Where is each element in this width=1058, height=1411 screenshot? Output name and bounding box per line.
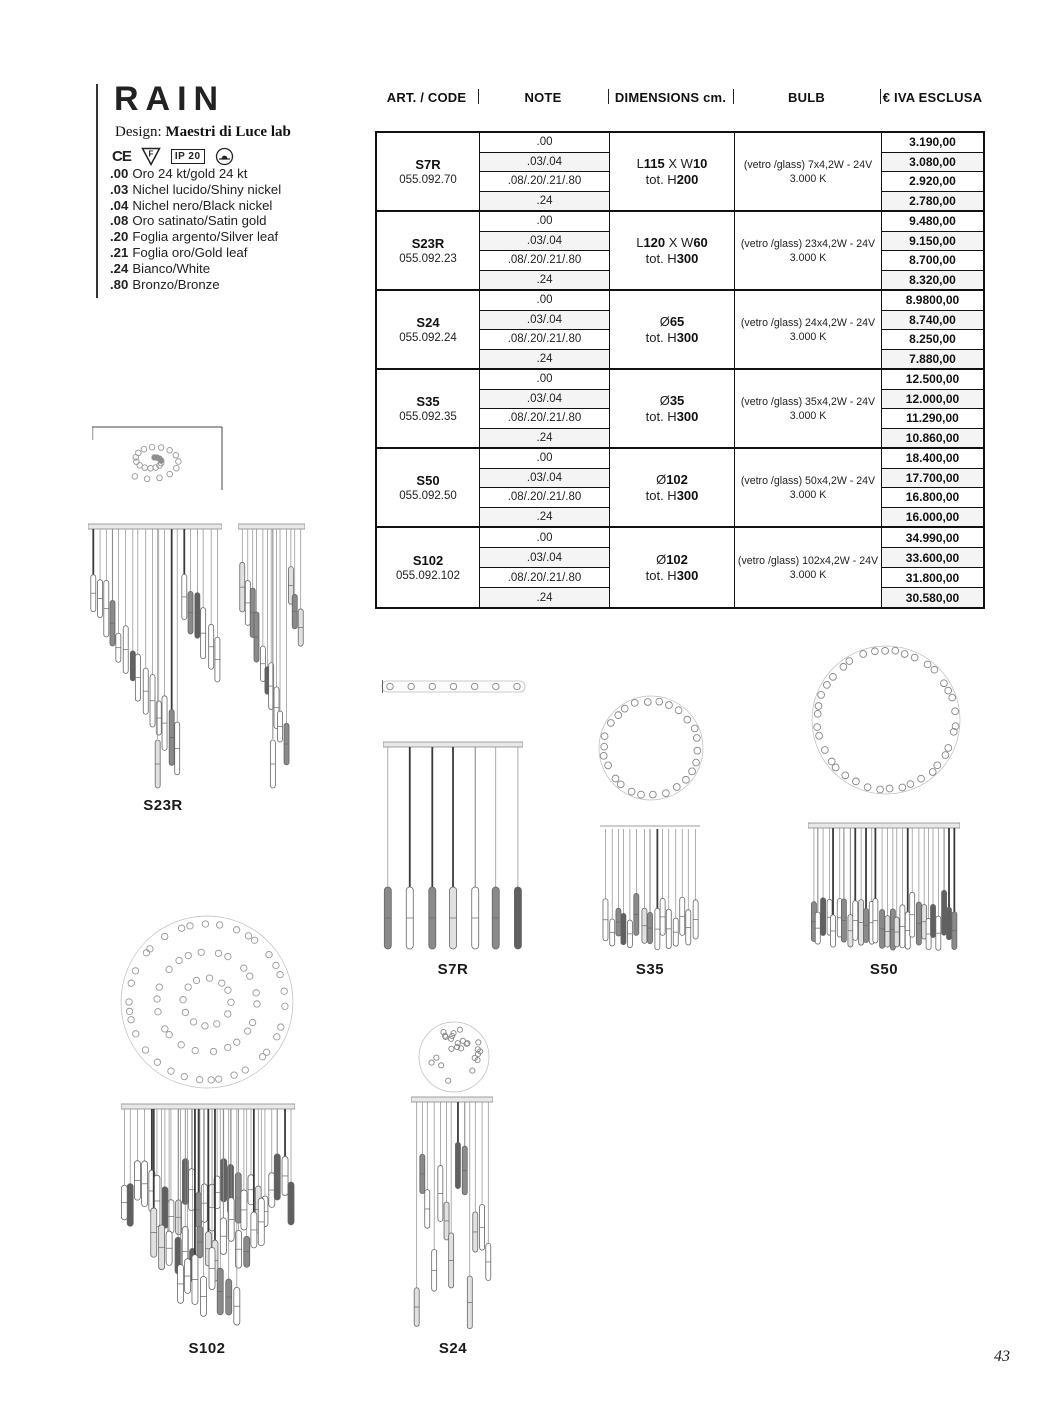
note-value: .08/.20/.21/.80 [480, 568, 609, 588]
note-value: .00 [480, 133, 609, 153]
dimensions-cell: L115 X W10 tot. H200 [610, 133, 735, 210]
price-value: 11.290,00 [882, 409, 983, 429]
price-value: 8.700,00 [882, 251, 983, 271]
bulb-cell: (vetro /glass) 24x4,2W - 24V 3.000 K [735, 291, 882, 368]
figure-label-s24: S24 [438, 1340, 468, 1357]
price-value: 17.700,00 [882, 469, 983, 489]
finish-item: .20 Foglia argento/Silver leaf [110, 229, 279, 245]
table-row-group [377, 449, 983, 528]
price-value: 8.740,00 [882, 311, 983, 331]
table-row-group [377, 528, 983, 607]
table-row-group [377, 370, 983, 449]
s50-front-drawing [808, 820, 960, 956]
s102-plan-drawing [120, 910, 294, 1094]
art-code-cell: S50 055.092.50 [377, 449, 480, 526]
note-value: .00 [480, 212, 609, 232]
finish-item: .03 Nichel lucido/Shiny nickel [110, 181, 282, 197]
bulb-cell: (vetro /glass) 23x4,2W - 24V 3.000 K [735, 212, 882, 289]
price-value: 34.990,00 [882, 528, 983, 548]
art-code-cell: S23R 055.092.23 [377, 212, 480, 289]
figure-label-s35: S35 [635, 961, 665, 978]
f-triangle-icon [141, 147, 161, 166]
ip20-icon: IP 20 [171, 149, 205, 164]
note-value: .00 [480, 291, 609, 311]
price-value: 8.9800,00 [882, 291, 983, 311]
price-value: 2.920,00 [882, 172, 983, 192]
price-value: 8.250,00 [882, 330, 983, 350]
page-title: RAIN [114, 80, 226, 118]
price-cell [882, 291, 983, 368]
note-value: .03/.04 [480, 548, 609, 568]
col-header-note: NOTE [524, 89, 562, 105]
s24-plan-drawing [417, 1021, 491, 1093]
price-value: 3.080,00 [882, 153, 983, 173]
price-value: 33.600,00 [882, 548, 983, 568]
note-value: .03/.04 [480, 232, 609, 252]
note-cell [480, 291, 610, 368]
figure-label-s23r: S23R [143, 797, 183, 814]
note-value: .24 [480, 588, 609, 607]
left-rule [96, 84, 98, 298]
s24-front-drawing [411, 1094, 493, 1336]
mounting-class-icon [215, 147, 234, 166]
header-divider [608, 89, 609, 104]
finish-item: .80 Bronzo/Bronze [110, 276, 220, 292]
note-value: .24 [480, 192, 609, 211]
designer-name: Maestri di Luce lab [165, 124, 291, 140]
art-code-cell: S102 055.092.102 [377, 528, 480, 607]
figure-label-s50: S50 [869, 961, 899, 978]
finish-list [110, 166, 281, 292]
note-value: .24 [480, 429, 609, 448]
note-value: .03/.04 [480, 311, 609, 331]
col-header-dimensions: DIMENSIONS cm. [614, 89, 727, 105]
header-divider [733, 89, 734, 104]
finish-item: .24 Bianco/White [110, 260, 211, 276]
s102-front-drawing [121, 1101, 295, 1333]
finish-item: .08 Oro satinato/Satin gold [110, 213, 267, 229]
price-value: 10.860,00 [882, 429, 983, 448]
s7r-plan-drawing [381, 678, 526, 695]
s7r-front-drawing [383, 739, 523, 955]
price-value: 16.800,00 [882, 488, 983, 508]
note-value: .00 [480, 370, 609, 390]
note-value: .08/.20/.21/.80 [480, 172, 609, 192]
col-header-bulb: BULB [788, 89, 825, 105]
note-value: .00 [480, 449, 609, 469]
price-cell [882, 212, 983, 289]
price-cell [882, 449, 983, 526]
figure-label-s7r: S7R [437, 961, 469, 978]
price-value: 8.320,00 [882, 271, 983, 290]
s35-plan-drawing [597, 692, 705, 804]
figure-label-s102: S102 [188, 1340, 226, 1357]
s23r-side-drawing [238, 521, 305, 791]
table-row-group [377, 212, 983, 291]
note-value: .08/.20/.21/.80 [480, 488, 609, 508]
table-row-group [377, 291, 983, 370]
bulb-cell: (vetro /glass) 102x4,2W - 24V 3.000 K [735, 528, 882, 607]
price-value: 2.780,00 [882, 192, 983, 211]
finish-item: .04 Nichel nero/Black nickel [110, 197, 273, 213]
design-label: Design: [115, 124, 162, 140]
header-divider [880, 89, 881, 104]
price-cell [882, 133, 983, 210]
note-value: .08/.20/.21/.80 [480, 409, 609, 429]
s23r-front-drawing [88, 521, 222, 791]
price-value: 9.150,00 [882, 232, 983, 252]
bulb-cell: (vetro /glass) 7x4,2W - 24V 3.000 K [735, 133, 882, 210]
price-cell [882, 370, 983, 447]
note-cell [480, 528, 610, 607]
note-cell [480, 449, 610, 526]
note-value: .03/.04 [480, 469, 609, 489]
price-value: 7.880,00 [882, 350, 983, 369]
price-cell [882, 528, 983, 607]
art-code-cell: S24 055.092.24 [377, 291, 480, 368]
price-value: 3.190,00 [882, 133, 983, 153]
certification-row [112, 144, 234, 168]
page-number: 43 [994, 1348, 1010, 1365]
note-value: .24 [480, 271, 609, 290]
s50-plan-drawing [810, 642, 962, 798]
note-cell [480, 370, 610, 447]
price-value: 12.000,00 [882, 390, 983, 410]
dimensions-cell: Ø65 tot. H300 [610, 291, 735, 368]
note-value: .00 [480, 528, 609, 548]
price-value: 31.800,00 [882, 568, 983, 588]
art-code-cell: S7R 055.092.70 [377, 133, 480, 210]
note-cell [480, 133, 610, 210]
price-table [375, 131, 985, 609]
note-value: .03/.04 [480, 390, 609, 410]
finish-item: .00 Oro 24 kt/gold 24 kt [110, 166, 248, 181]
price-value: 12.500,00 [882, 370, 983, 390]
col-header-art: ART. / CODE [386, 89, 467, 105]
svg-text:F: F [148, 149, 154, 158]
design-credit [115, 124, 291, 141]
table-row-group [377, 133, 983, 212]
table-header [375, 86, 985, 108]
ce-mark-icon: CE [112, 147, 131, 165]
dimensions-cell: Ø35 tot. H300 [610, 370, 735, 447]
note-value: .03/.04 [480, 153, 609, 173]
header-divider [478, 89, 479, 104]
s23r-plan-drawing [92, 426, 224, 492]
bulb-cell: (vetro /glass) 35x4,2W - 24V 3.000 K [735, 370, 882, 447]
bulb-cell: (vetro /glass) 50x4,2W - 24V 3.000 K [735, 449, 882, 526]
dimensions-cell: Ø102 tot. H300 [610, 449, 735, 526]
price-value: 30.580,00 [882, 588, 983, 607]
note-value: .24 [480, 350, 609, 369]
price-value: 18.400,00 [882, 449, 983, 469]
s35-front-drawing [600, 821, 700, 955]
price-value: 9.480,00 [882, 212, 983, 232]
note-value: .24 [480, 508, 609, 527]
finish-item: .21 Foglia oro/Gold leaf [110, 244, 248, 260]
dimensions-cell: Ø102 tot. H300 [610, 528, 735, 607]
note-cell [480, 212, 610, 289]
note-value: .08/.20/.21/.80 [480, 251, 609, 271]
col-header-price: € IVA ESCLUSA [882, 89, 983, 105]
art-code-cell: S35 055.092.35 [377, 370, 480, 447]
price-value: 16.000,00 [882, 508, 983, 527]
dimensions-cell: L120 X W60 tot. H300 [610, 212, 735, 289]
note-value: .08/.20/.21/.80 [480, 330, 609, 350]
